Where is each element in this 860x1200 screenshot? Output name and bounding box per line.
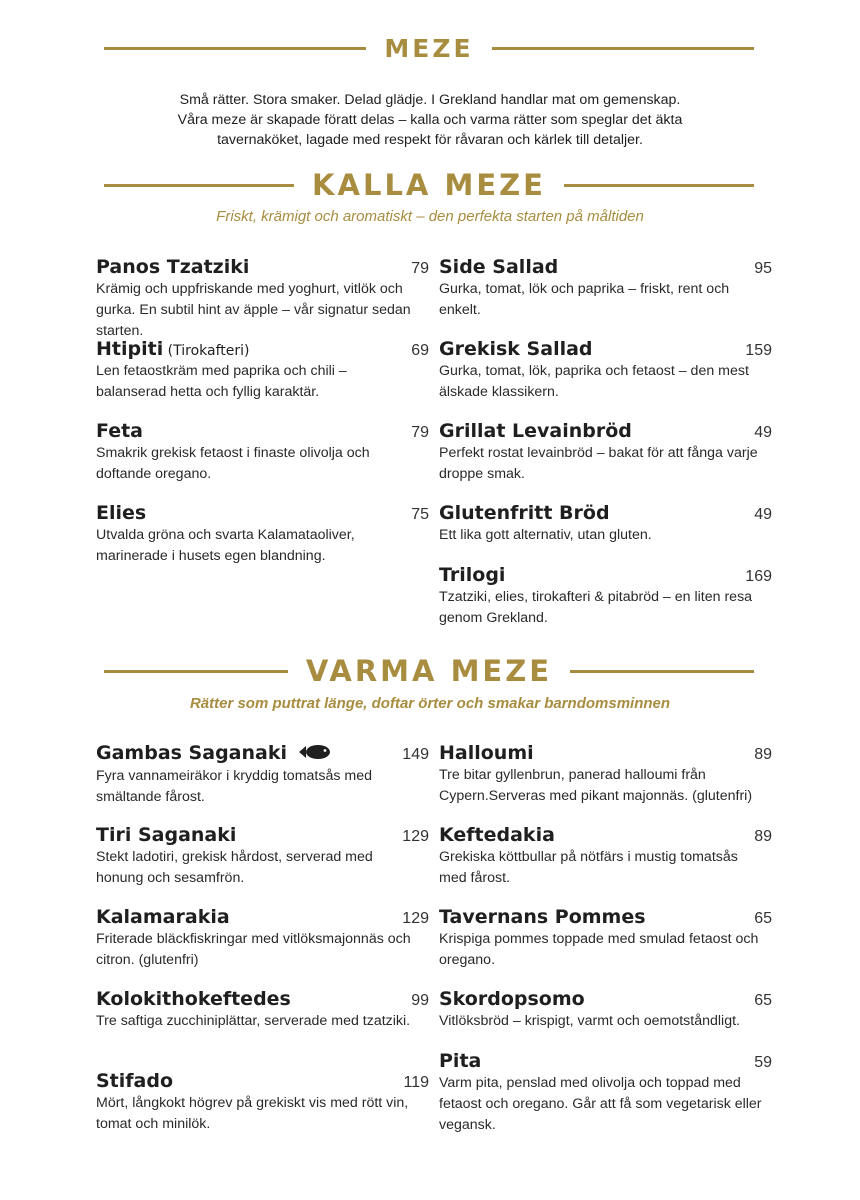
divider-rule [570, 670, 754, 673]
menu-item-name [439, 420, 632, 442]
menu-item-title: Trilogi [439, 564, 506, 586]
menu-item-title: Tavernans Pommes [439, 906, 646, 928]
menu-item [96, 338, 429, 403]
section-header-varma [104, 654, 754, 688]
menu-item-price: 69 [411, 342, 429, 359]
menu-item-name [96, 988, 291, 1010]
menu-item-name [439, 742, 534, 764]
section-subtitle: Friskt, krämigt och aromatiskt – den perfekta starten på måltiden [216, 208, 644, 225]
menu-item-name [439, 338, 593, 360]
menu-item-title: Kolokithokeftedes [96, 988, 291, 1010]
menu-item-header [439, 742, 772, 764]
page-title: MEZE [384, 34, 474, 63]
menu-item-header [439, 420, 772, 442]
menu-item-title: Feta [96, 420, 143, 442]
menu-item-description: Len fetaostkräm med paprika och chili – balanserad hetta och fyllig karaktär. [96, 363, 347, 400]
menu-item-title: Glutenfritt Bröd [439, 502, 610, 524]
menu-item-title: Grillat Levainbröd [439, 420, 632, 442]
menu-item-name [96, 502, 146, 524]
menu-item-title: Panos Tzatziki [96, 256, 250, 278]
menu-item-header [96, 1070, 429, 1092]
menu-item-name [439, 256, 558, 278]
menu-item-price: 75 [411, 506, 429, 523]
menu-item-description: Friterade bläckfiskringar med vitlöksmajonnäs och citron. (glutenfri) [96, 931, 411, 968]
menu-item-header [96, 742, 429, 765]
menu-item-name [439, 502, 610, 524]
menu-item-name [96, 420, 143, 442]
menu-item-title: Grekisk Sallad [439, 338, 593, 360]
menu-item-header [96, 502, 429, 524]
menu-item [439, 824, 772, 889]
menu-item-title: Stifado [96, 1070, 174, 1092]
menu-item-header [439, 906, 772, 928]
menu-item-header [96, 988, 429, 1010]
menu-item-header [439, 338, 772, 360]
menu-item-title: Halloumi [439, 742, 534, 764]
section-subtitle: Rätter som puttrat länge, doftar örter och smakar barndomsminnen [189, 695, 671, 712]
menu-item-price: 169 [745, 568, 772, 585]
menu-item-title: Kalamarakia [96, 906, 230, 928]
menu-item [96, 742, 429, 808]
menu-item [439, 906, 772, 971]
menu-item [96, 502, 429, 567]
menu-item-header [439, 502, 772, 524]
menu-item-header [439, 256, 772, 278]
menu-item-name [96, 824, 236, 846]
menu-item-name [96, 742, 331, 765]
intro-line: tavernaköket, lagade med respekt för råvaran och kärlek till detaljer. [217, 132, 643, 148]
menu-item-header [439, 988, 772, 1010]
menu-item-description: Fyra vannameiräkor i kryddig tomatsås med smältande fårost. [96, 767, 372, 805]
menu-item [439, 1050, 772, 1136]
section-title: VARMA MEZE [305, 654, 553, 688]
menu-item-price: 159 [745, 342, 772, 359]
menu-item-description: Gurka, tomat, lök, paprika och fetaost – den mest älskade klassikern. [439, 363, 749, 400]
menu-item-title: Elies [96, 502, 147, 524]
menu-item [96, 906, 429, 971]
menu-item-price: 119 [403, 1074, 429, 1091]
menu-header [104, 34, 754, 63]
menu-item-header [439, 564, 772, 586]
menu-item [439, 988, 772, 1032]
menu-item [96, 1070, 429, 1135]
menu-item-description: Smakrik grekisk fetaost i finaste olivolja och doftande oregano. [96, 445, 370, 482]
menu-item-header [96, 256, 429, 278]
menu-item-title: Tiri Saganaki [96, 824, 237, 846]
menu-item-description: Krispiga pommes toppade med smulad fetaost och oregano. [439, 931, 759, 968]
menu-item [439, 338, 772, 403]
menu-item-title: Htipiti [96, 338, 164, 360]
section-header-kalla [104, 168, 754, 202]
menu-item-price: 49 [754, 424, 772, 441]
menu-item-description: Vitlöksbröd – krispigt, varmt och oemotståndligt. [439, 1013, 740, 1029]
intro-text [100, 90, 760, 150]
menu-item-price: 89 [754, 828, 772, 845]
menu-item [96, 824, 429, 889]
menu-item-description: Mört, långkokt högrev på grekiskt vis med rött vin, tomat och minilök. [96, 1095, 409, 1132]
menu-item-header [439, 824, 772, 846]
fish-icon [297, 743, 331, 765]
menu-item-description: Tzatziki, elies, tirokafteri & pitabröd – en liten resa genom Grekland. [439, 589, 753, 626]
divider-rule [564, 184, 754, 187]
menu-item-price: 89 [754, 746, 772, 763]
menu-item-name [439, 564, 505, 586]
section-title: KALLA MEZE [312, 168, 546, 202]
menu-item-header [96, 824, 429, 846]
menu-item-price: 95 [754, 260, 772, 277]
menu-item-price: 49 [754, 506, 772, 523]
menu-item [439, 502, 772, 546]
menu-item-name [439, 988, 585, 1010]
menu-item-description: Gurka, tomat, lök och paprika – friskt, rent och enkelt. [439, 281, 730, 318]
menu-item-title: Pita [439, 1050, 482, 1072]
menu-item-price: 59 [754, 1054, 772, 1071]
menu-item-title: Side Sallad [439, 256, 559, 278]
menu-item-header [439, 1050, 772, 1072]
menu-item-price: 65 [754, 910, 772, 927]
menu-item-price: 65 [754, 992, 772, 1009]
menu-item-name [96, 338, 250, 360]
menu-item-description: Tre bitar gyllenbrun, panerad halloumi från Cypern.Serveras med pikant majonnäs. (glutenfri) [439, 767, 753, 804]
menu-item-description: Utvalda gröna och svarta Kalamataoliver, marinerade i husets egen blandning. [96, 527, 355, 564]
menu-item-description: Tre saftiga zucchiniplättar, serverade med tzatziki. [96, 1013, 411, 1029]
menu-item-header [96, 420, 429, 442]
menu-item [439, 564, 772, 629]
menu-item-price: 79 [411, 424, 429, 441]
menu-item-price: 99 [411, 992, 429, 1009]
menu-item-description: Varm pita, penslad med olivolja och toppad med fetaost och oregano. Går att få som vegetarisk eller vegansk. [439, 1075, 762, 1133]
menu-item-name [96, 256, 249, 278]
divider-rule [104, 47, 366, 50]
menu-item-header [96, 338, 429, 360]
menu-item [96, 256, 429, 342]
menu-item-price: 149 [402, 746, 429, 763]
menu-item [439, 420, 772, 485]
menu-item-note: (Tirokafteri) [163, 343, 250, 359]
menu-item-description: Stekt ladotiri, grekisk hårdost, serverad med honung och sesamfrön. [96, 849, 373, 886]
divider-rule [104, 670, 288, 673]
menu-item-price: 129 [402, 910, 429, 927]
menu-item [96, 988, 429, 1032]
menu-item-name [439, 906, 646, 928]
menu-item [439, 256, 772, 321]
menu-item-description: Krämig och uppfriskande med yoghurt, vitlök och gurka. En subtil hint av äpple – vår signatur sedan starten. [96, 281, 411, 339]
intro-line: Små rätter. Stora smaker. Delad glädje. I Grekland handlar mat om gemenskap. [179, 92, 681, 108]
divider-rule [492, 47, 754, 50]
menu-item [439, 742, 772, 807]
menu-item-title: Skordopsomo [439, 988, 585, 1010]
menu-item-description: Perfekt rostat levainbröd – bakat för att fånga varje droppe smak. [439, 445, 758, 482]
menu-item-description: Grekiska köttbullar på nötfärs i mustig tomatsås med fårost. [439, 849, 738, 886]
menu-item-title: Keftedakia [439, 824, 555, 846]
menu-item-price: 129 [402, 828, 429, 845]
menu-item-name [96, 906, 230, 928]
menu-item-name [439, 824, 555, 846]
menu-item-description: Ett lika gott alternativ, utan gluten. [439, 527, 652, 543]
menu-item-name [96, 1070, 173, 1092]
menu-item-header [96, 906, 429, 928]
menu-item [96, 420, 429, 485]
divider-rule [104, 184, 294, 187]
menu-item-name [439, 1050, 481, 1072]
menu-item-title: Gambas Saganaki [96, 742, 287, 764]
intro-line: Våra meze är skapade föratt delas – kalla och varma rätter som speglar det äkta [177, 112, 683, 128]
menu-item-price: 79 [411, 260, 429, 277]
